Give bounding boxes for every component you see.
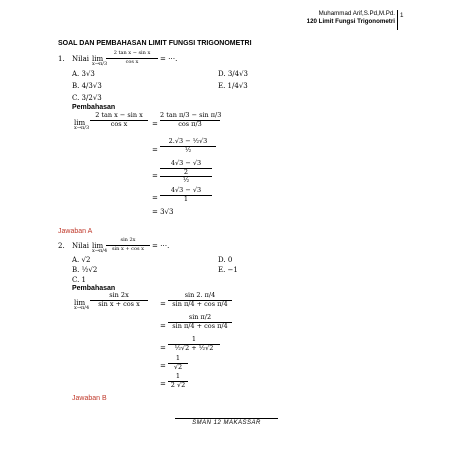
q2-sol-lim: lim [74,299,86,307]
q1-equals: = ⋯. [160,55,178,63]
q2-step-4-num: 1 [175,354,181,362]
q1-number: 1. [58,55,65,63]
q2-prompt: Nilai [72,242,90,250]
q2-option-b: B. ½√2 [72,266,98,274]
q1-step-1-num: 2 tan π/3 − sin π/3 [160,111,222,119]
q2-step-1-den: sin π/4 + cos π/4 [172,299,228,308]
q2-step-3 [168,336,220,352]
header-subtitle: 120 Limit Fungsi Trigonometri [306,18,395,25]
q2-numerator: sin 2x [120,237,136,243]
q1-eq-2: = [152,146,158,154]
q1-denominator: cos x [125,58,139,65]
q2-expression [106,237,150,253]
q2-step-5 [168,373,188,389]
q1-sol-numerator: 2 tan x − sin x [95,111,143,119]
q1-step-4-num: 4√3 − √3 [170,186,202,194]
q2-answer: Jawaban B [72,395,107,402]
q1-step-1 [160,112,220,128]
q2-step-2-den: sin π/4 + cos π/4 [172,321,228,330]
q1-option-c: C. 3/2√3 [72,94,102,102]
q2-step-2-num: sin π/2 [188,313,212,321]
q2-sol-denominator: sin x + cos x [98,299,140,308]
q1-sol-lim: lim [74,119,86,127]
q1-eq-1: = [152,120,158,128]
q1-eq-3: = [152,172,158,180]
q1-step-2 [160,138,216,154]
page-title: SOAL DAN PEMBAHASAN LIMIT FUNGSI TRIGONOMETRI [58,40,252,47]
q2-step-4-den: √2 [173,362,183,371]
footer: SMAN 12 MAKASSAR [192,420,261,426]
q1-numerator: 2 tan x − sin x [113,50,151,56]
q1-option-a: A. 3√3 [72,70,95,78]
q1-step-2-den: ½ [184,145,192,154]
q2-step-3-den: ½√2 + ½√2 [174,343,214,352]
q2-denominator: sin x + cos x [112,245,144,252]
q2-eq-2: = [160,322,166,330]
q2-lim: lim [92,242,104,250]
q2-sol-lim-sub: x→π/4 [74,305,90,311]
q1-sol-denominator: cos x [110,119,128,128]
q1-final: = 3√3 [152,208,174,216]
q1-lim-sub: x→π/3 [92,61,108,67]
q2-eq-3: = [160,344,166,352]
q2-equals: = ⋯. [152,242,170,250]
page-number: 1 [400,12,404,19]
q1-prompt: Nilai [72,55,90,63]
q2-step-5-num: 1 [175,372,181,380]
q1-option-d: D. 3/4√3 [218,70,248,78]
q2-option-c: C. 1 [72,276,87,284]
q2-eq-1: = [160,300,166,308]
q2-step-4 [168,355,188,371]
footer-rule [175,418,278,419]
q2-eq-5: = [160,380,166,388]
q1-step-3 [160,160,212,184]
q1-sol-lim-sub: x→π/3 [74,125,90,131]
q1-option-e: E. 1/4√3 [218,82,248,90]
header-author: Muhammad Arif,S.Pd,M.Pd. [318,10,395,17]
q2-option-d: D. 0 [218,256,233,264]
q1-option-b: B. 4/3√3 [72,82,102,90]
q2-option-e: E. −1 [218,266,238,274]
q2-step-1 [168,292,232,308]
q1-step-1-den: cos π/3 [178,119,202,128]
header [307,10,395,26]
q1-step-3-extra: ½ [182,176,190,185]
q1-step-4-den: 1 [183,194,189,203]
q2-eq-4: = [160,362,166,370]
header-divider [397,10,398,30]
q1-pembahasan: Pembahasan [72,104,116,111]
q2-lim-sub: x→π/4 [92,248,108,254]
q2-step-3-num: 1 [191,335,197,343]
q1-step-2-num: 2.√3 − ½√3 [168,137,208,145]
q1-answer: Jawaban A [58,228,93,235]
q1-step-3-num: 4√3 − √3 [170,159,202,167]
q1-eq-4: = [152,194,158,202]
q2-pembahasan: Pembahasan [72,285,116,292]
q2-step-2 [168,314,232,330]
q2-option-a: A. √2 [72,256,91,264]
q2-number: 2. [58,242,65,250]
q2-sol-expression [90,292,148,308]
q1-expression [106,50,158,66]
q2-step-1-num: sin 2. π/4 [184,291,216,299]
q1-sol-expression [90,112,148,128]
q1-step-4 [160,187,212,203]
q1-step-3-den: 2 [183,167,189,176]
q2-step-5-den: 2 √2 [170,380,186,389]
q1-lim: lim [92,55,104,63]
q2-sol-numerator: sin 2x [109,291,129,299]
